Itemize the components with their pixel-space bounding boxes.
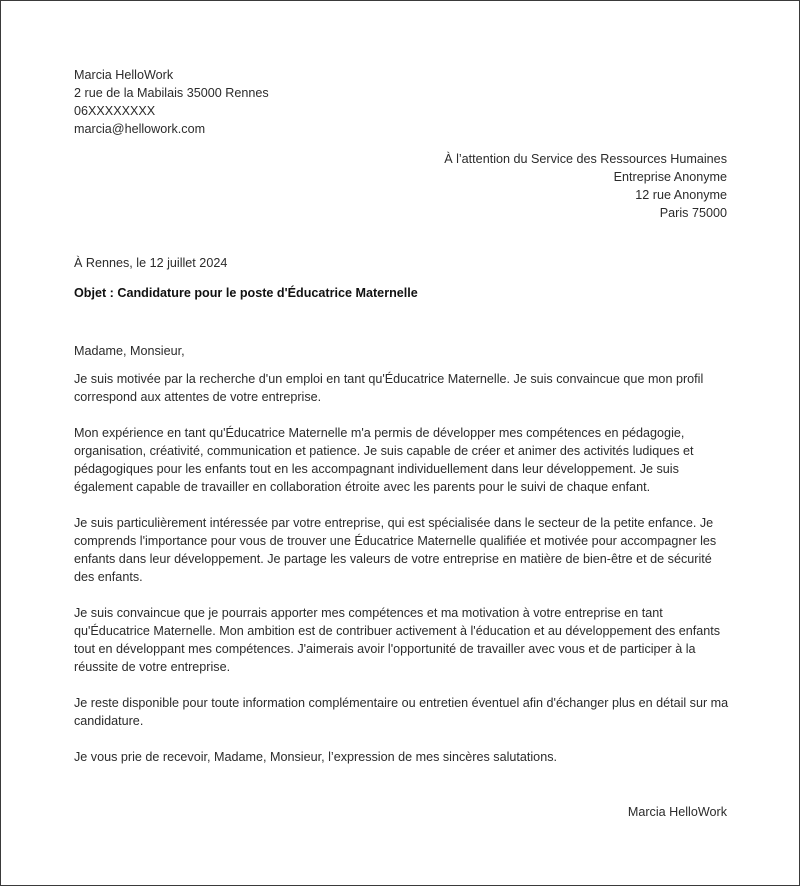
body-paragraph: Je suis convaincue que je pourrais apporter mes compétences et ma motivation à votre entreprise en tant qu'Éducatrice Maternelle. Mon ambition est de contribuer activement à l'éducation et au développement des enfants tout en développant mes compétences. J'aimerais avoir l'opportunité de travailler avec vous et de participer à la réussite de votre entreprise. — [74, 606, 721, 674]
sender-phone: 06XXXXXXXX — [74, 104, 156, 118]
letter-date: À Rennes, le 12 juillet 2024 — [74, 256, 228, 270]
body-paragraph: Mon expérience en tant qu'Éducatrice Maternelle m'a permis de développer mes compétences en pédagogie, organisation, créativité, communication et patience. Je suis capable de créer et animer des activités ludiques et pédagogiques pour les enfants tout en les accompagnant individuellement dans leur développement. Je suis également capable de travailler en collaboration étroite avec les parents pour le suivi de chaque enfant. — [74, 426, 694, 494]
recipient-block — [444, 150, 727, 222]
letter-subject: Objet : Candidature pour le poste d'Éducatrice Maternelle — [74, 286, 418, 300]
closing-paragraph: Je vous prie de recevoir, Madame, Monsieur, l’expression de mes sincères salutations. — [74, 750, 557, 764]
body-paragraph: Je suis particulièrement intéressée par votre entreprise, qui est spécialisée dans le secteur de la petite enfance. Je comprends l'importance pour vous de trouver une Éducatrice Maternelle qualifiée et motivée pour accompagner les enfants dans leur développement. Je partage les valeurs de votre entreprise en matière de bien-être et de sécurité des enfants. — [74, 516, 717, 584]
recipient-city: Paris 75000 — [659, 206, 727, 220]
body-paragraph: Je reste disponible pour toute information complémentaire ou entretien éventuel afin d'échanger plus en détail sur ma candidature. — [74, 696, 729, 728]
recipient-attention: À l’attention du Service des Ressources Humaines — [444, 152, 727, 166]
body-paragraph: Je suis motivée par la recherche d'un emploi en tant qu'Éducatrice Maternelle. Je suis convaincue que mon profil correspond aux attentes de votre entreprise. — [74, 372, 704, 404]
recipient-company: Entreprise Anonyme — [613, 170, 727, 184]
sender-name: Marcia HelloWork — [74, 68, 174, 82]
sender-email: marcia@hellowork.com — [74, 122, 206, 136]
letter-body — [74, 342, 734, 784]
letter-greeting: Madame, Monsieur, — [74, 344, 185, 358]
sender-block — [74, 66, 269, 138]
sender-address: 2 rue de la Mabilais 35000 Rennes — [74, 86, 269, 100]
letter-signature: Marcia HelloWork — [627, 805, 727, 819]
recipient-street: 12 rue Anonyme — [635, 188, 727, 202]
